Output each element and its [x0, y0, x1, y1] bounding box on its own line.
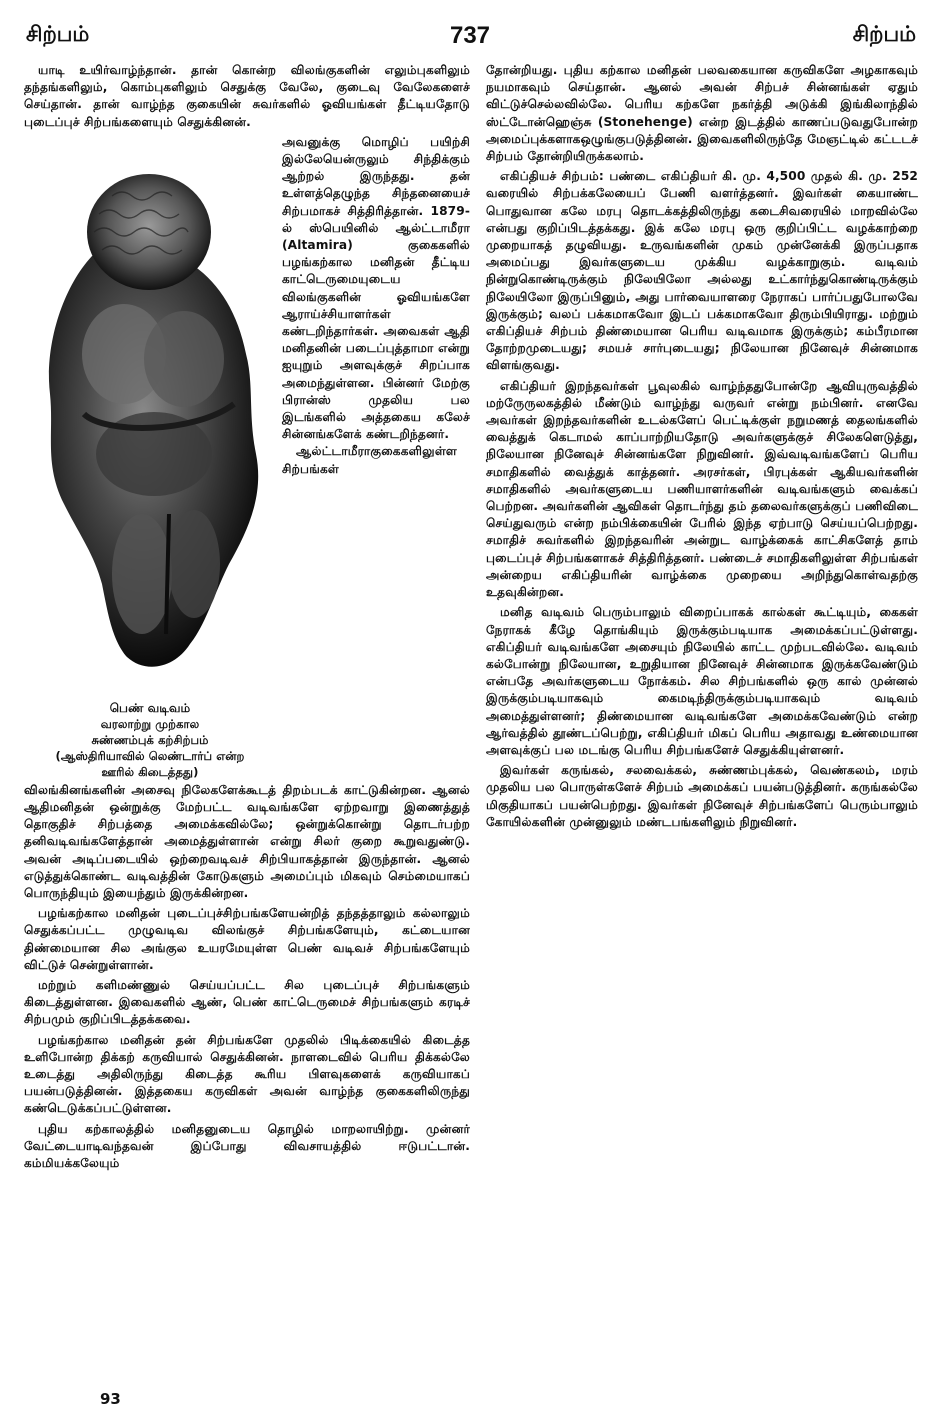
right-paragraph-3: எகிப்தியர் இறந்தவர்கள் பூவுலகில் வாழ்ந்ததுபோன்றே ஆவியுருவத்தில் மற்ருேருலகத்தில் மீண்டும் வாழ்ந்து வருவர் என்று நம்பினர். எனவே அவர்கள் இறந்தவர்களின் உடல்களேப் பெட்டிக்குள் நறுமணத் தைலங்களில் வைத்துக் கெடாமல் காப்பாற்றியதோடு அவர்களுக்குச் சிலேகளெடுத்து, நிலேயான நினேவுச் சின்னங்களே நிறுவினர். இவ்வடிவங்களேப் பெரிய சமாதிகளில் வைத்துக் காத்தனர். அரசர்கள், பிரபுக்கள் ஆகியவர்களின் சமாதிகளில் அவர்களுடைய பணியாளர்களின் வடிவங்களும் வைக்கப் பெற்றன. அவர்களின் ஆவிகள் தொடர்ந்து தம் தலைவர்களுக்குப் பணிவிடை செய்துவரும் என்ற நம்பிக்கையின் பேரில் இந்த ஏற்பாடு செய்யப்பெற்றது. சமாதிச் சுவர்களில் இறந்தவரின் அன்றுட வாழ்க்கைக் காட்சிகளேத் தாம் புடைப்புச் சிற்பங்களாகச் சித்திரித்தனர். பண்டைச் சமாதிகளிலுள்ள சிற்பங்கள் அன்றைய எகிப்தியரின் வாழ்க்கை முறையை அறிந்துகொள்வதற்கு உதவுகின்றன. [486, 378, 918, 600]
beside-paragraph-2: ஆல்ட்டாமீராகுகைகளிலுள்ள சிற்பங்கள் [282, 444, 458, 476]
page-header-left: சிற்பம் [26, 22, 90, 46]
right-column [486, 62, 918, 834]
left-paragraph-1: பழங்கற்கால மனிதன் புடைப்புச்சிற்பங்களேயன்றித் தந்தத்தாலும் கல்லாலும் செதுக்கப்பட்ட முழுவடிவ விலங்குச் சிற்பங்களேயும், கட்டையான திண்மையான சில அங்குல உயரமேயுள்ள பெண் வடிவச் சிற்பங்களேயும் விட்டுச் சென்றுள்ளான். [24, 906, 470, 972]
figure [24, 134, 276, 780]
left-paragraph-3: பழங்கற்கால மனிதன் தன் சிற்பங்களே முதலில் பிடிக்கையில் கிடைத்த உளிபோன்ற திக்கற் கருவியால் செதுக்கினன். நாளடைவில் பெரிய திக்கல்லே உடைத்து அதிலிருந்து கிடைத்த கூரிய பிளவுகளைக் கருவியாகப் பயன்படுத்தினன். இத்தகைய கருவிகள் அவன் வாழ்ந்த குகைகளிலிருந்து கண்டெடுக்கப்பட்டுள்ளன. [24, 1032, 470, 1116]
left-column [24, 62, 470, 1175]
venus-figurine-photo [24, 134, 276, 694]
caption-line-2: சுண்ணம்புக் கற்சிற்பம் [91, 732, 209, 747]
right-paragraph-5: இவர்கள் கருங்கல், சலவைக்கல், சுண்ணம்புக்கல், வெண்கலம், மரம் முதலிய பல பொருள்களேச் சிற்பம் அமைக்கப் பயன்படுத்தினர். கருங்கல்லே மிகுதியாகப் பயன்பெற்றது. இவர்கள் நினேவுச் சிற்பங்களேப் பெரும்பாலும் கோயில்களின் முன்னுலும் மண்டபங்களிலும் நிறுவினர். [486, 763, 918, 829]
beside-paragraph-1: அவனுக்கு மொழிப் பயிற்சி இல்லேயென்ருலும் சிந்திக்கும் ஆற்றல் இருந்தது. தன் உள்ளத்தெழுந்த சிந்தனையைச் சிற்பமாகச் சித்திரித்தான். 1879-ல் ஸ்பெயினில் ஆல்ட்டாமீரா (Altamira) குகைகளில் பழங்கற்கால மனிதன் தீட்டிய காட்டெருமையுடைய விலங்குகளின் ஓவியங்களே ஆராய்ச்சியாளர்கள் கண்டறிந்தார்கள். அவைகள் ஆதி மனிதனின் படைப்புத்தாமா என்று ஐயுறும் அளவுக்குச் சிறப்பாக அமைந்துள்ளன. பின்னர் மேற்கு பிரான்ஸ் முதலிய பல இடங்களில் அத்தகைய கலேச் சின்னங்களேக் கண்டறிந்தனர். [282, 134, 470, 442]
text-beside-figure [276, 134, 470, 780]
caption-line-4: ஊரில் கிடைத்தது) [101, 764, 199, 779]
left-after-figure-paragraph: விலங்கினங்களின் அசைவு நிலேகளேக்கூடத் திறம்படக் காட்டுகின்றன. ஆனல் ஆதிமனிதன் ஒன்றுக்கு மேற்பட்ட வடிவங்களே ஏற்றவாறு இணைத்துத் தொகுதிச் சிற்பத்தை அமைக்கவில்லே; ஒன்றுக்கொன்று தொடர்பற்ற தனிவடிவங்களேத்தான் அமைத்துள்ளான் என்று சிலர் குறை கூறுவதுண்டு. அவன் அடிப்படையில் ஒற்றைவடிவச் சிற்பியாகத்தான் இருந்தான். ஆனல் எடுத்துக்கொண்ட வடிவத்தின் கோடுகளும் அமைப்பும் மிகவும் செம்மையாகப் பொருந்தியும் இயைந்தும் இருக்கின்றன. [24, 782, 470, 901]
right-paragraph-1: தோன்றியது. புதிய கற்கால மனிதன் பலவகையான கருவிகளே அழகாகவும் நயமாகவும் செய்தான். ஆனல் அவன் சிற்பச் சின்னங்கள் ஏதும் விட்டுச்செல்லவில்லே. பெரிய கற்களே நகர்த்தி அடுக்கி இங்கிலாந்தில் ஸ்ட்டோன்ஹெஞ்சு (Stonehenge) என்ற இடத்தில் காணப்படுவதுபோன்ற அமைப்புக்களாகஒழுங்குபடுத்தினன். இவைகளிலிருந்தே மேஞட்டில் கட்டடச் சிற்பம் தோன்றியிருக்கலாம். [486, 63, 918, 164]
right-paragraph-4: மனித வடிவம் பெரும்பாலும் விறைப்பாகக் கால்கள் கூட்டியும், கைகள் நேராகக் கீழே தொங்கியும் இருக்கும்படியாக அமைக்கப்பட்டுள்ளது. எகிப்தியர் வடிவங்களே அசையும் நிலேயில் காட்ட முற்படவில்லே. வடிவம் கல்போன்று நிலேயான, உறுதியான நினேவுச் சின்னமாக இருக்கவேண்டும் என்பதே அவர்களுடைய நோக்கம். சில சிற்பங்களில் ஒரு கால் முன்னல் இருக்கும்படியாகவும் கைமடிந்திருக்கும்படியாகவும் வடிவம் அமைத்துள்ளனர்; திண்மையான வடிவங்களே அமைக்கவேண்டும் என்ற ஆர்வத்தில் தூண்டப்பெற்று, எகிப்தியர் மிகப் பெரிய அதாவது உண்மையான அளவுக்குப் பல மடங்கு பெரிய சிற்பங்களேச் செதுக்கியுள்ளனர். [486, 605, 918, 757]
caption-title: பெண் வடிவம் [109, 700, 191, 715]
caption-line-1: வரலாற்று முற்கால [100, 716, 200, 731]
page-number: 737 [449, 22, 491, 49]
left-paragraph-4: புதிய கற்காலத்தில் மனிதனுடைய தொழில் மாறலாயிற்று. முன்னர் வேட்டையாடிவந்தவன் இப்போது விவசாயத்தில் ஈடுபட்டான். கம்மியக்கலேயும் [24, 1121, 470, 1171]
figure-block [24, 134, 470, 780]
page-header-right: சிற்பம் [852, 22, 916, 46]
left-intro-paragraph: யாடி உயிர்வாழ்ந்தான். தான் கொன்ற விலங்குகளின் எலும்புகளிலும் தந்தங்களிலும், கொம்புகளிலும் செதுக்கு வேலே, குடைவு வேலேகளைச் செய்தான். தான் வாழ்ந்த குகையின் சுவர்களில் ஓவியங்கள் தீட்டியதோடு புடைப்புச் சிற்பங்களையும் செதுக்கினன். [24, 63, 470, 129]
caption-line-3: (ஆஸ்திரியாவில் லெண்டார்ப் என்ற [55, 748, 245, 763]
figure-caption [24, 700, 276, 780]
left-paragraph-2: மற்றும் களிமண்ணுல் செய்யப்பட்ட சில புடைப்புச் சிற்பங்களும் கிடைத்துள்ளன. இவைகளில் ஆண், பெண் காட்டெருமைச் சிற்பங்களும் கரடிச் சிற்பமும் குறிப்பிடத்தக்கவை. [24, 978, 470, 1027]
right-paragraph-2: எகிப்தியச் சிற்பம்: பண்டை எகிப்தியர் கி. மு. 4,500 முதல் கி. மு. 252 வரையில் சிற்பக்கலேயைப் பேணி வளர்த்தனர். இவர்கள் கையாண்ட பொதுவான கலே மரபு தொடக்கத்திலிருந்து கடைசிவரையில் மாறவில்லே என்பது குறிப்பிடத்தக்கது. இக் கலே மரபு ஒரு குறிப்பிட்ட வழக்காற்றை முறையாகத் தழுவியது. உருவங்களின் முகம் முன்னேக்கி இருப்பதாக அமைப்பது இவர்களுடைய முக்கிய வழக்காறுகும். வடிவம் நின்றுகொண்டிருக்கும் நிலேயிலோ அல்லது உட்கார்ந்துகொண்டிருக்கும் நிலேயிலோ இருப்பினும், அது பார்வையாளரை நேராகப் பார்ப்பதுபோலவே இருக்கும்; வலப் பக்கமாகவோ இடப் பக்கமாகவோ திரும்பியிராது. மற்றும் எகிப்தியச் சிற்பம் திண்மையான பெரிய வடிவமாக இருக்கும்; கம்பீரமான தோற்றமுடையது; சமயச் சார்புடையது; நிலேயான நினேவுச் சின்னமாக விளங்குவது. [486, 169, 918, 373]
sheet-number: 93 [100, 1390, 121, 1408]
